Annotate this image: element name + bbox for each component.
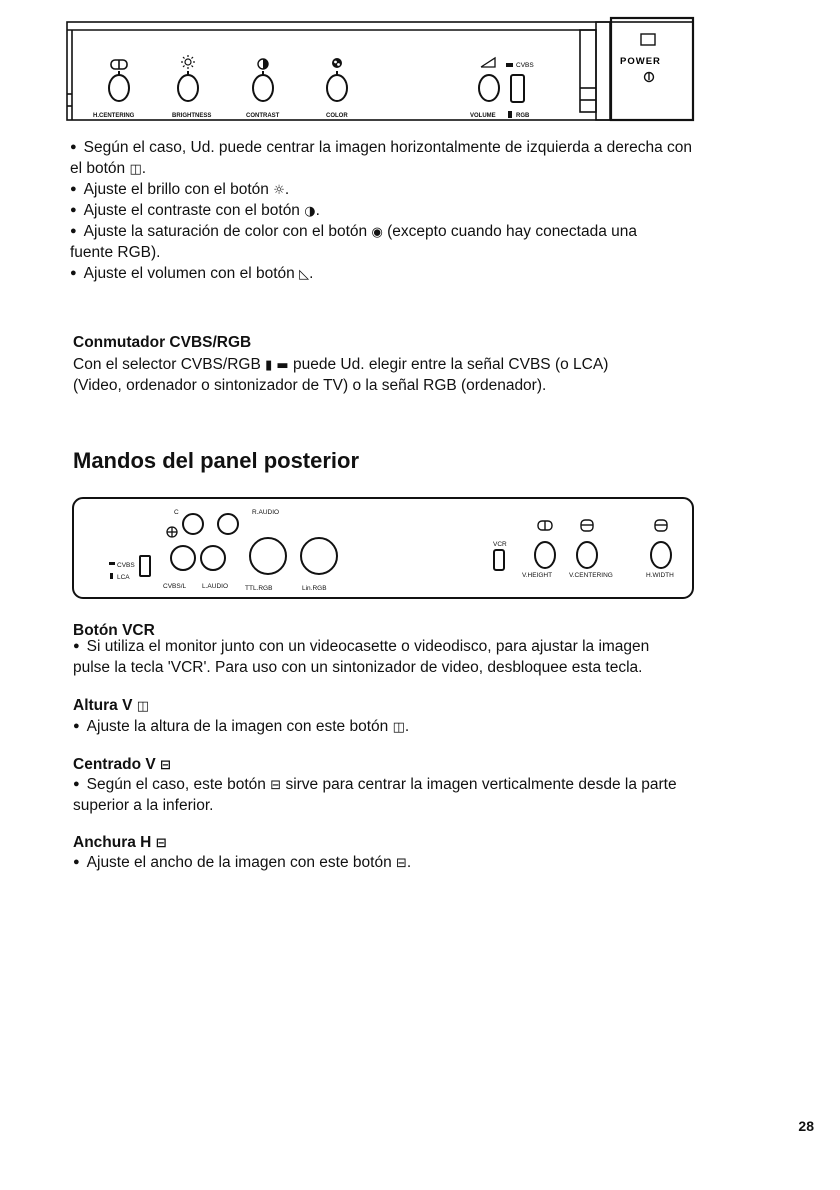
lin-rgb-label: Lin.RGB: [302, 585, 327, 592]
r-audio-label: R.AUDIO: [252, 509, 280, 516]
lin-rgb-connector[interactable]: [301, 538, 337, 574]
cvbs-rgb-line-2: (Video, ordenador o sintonizador de TV) o la señal RGB (ordenador).: [73, 377, 547, 394]
h-width-knob[interactable]: [651, 542, 671, 568]
front-line-4: ● Ajuste la saturación de color con el botón ◉ (excepto cuando hay conectada una: [70, 221, 815, 244]
power-indicator: [641, 34, 655, 45]
cvbs-switch-indicator: [506, 62, 534, 69]
color-label: COLOR: [326, 113, 348, 119]
h-width-icon: ⊟: [396, 856, 407, 871]
vcr-label: VCR: [493, 541, 507, 548]
front-line-4c: fuente RGB).: [70, 244, 161, 261]
switch-icon: ▮ ▬: [265, 358, 289, 373]
v-height-icon: ◫: [136, 699, 150, 714]
l-audio-connector[interactable]: [201, 546, 225, 570]
front-line-2: ● Ajuste el brillo con el botón ☼.: [70, 179, 815, 202]
cvbs-rgb-switch[interactable]: [511, 75, 524, 102]
vheight-heading: Altura V ◫: [73, 697, 150, 714]
brightness-icon: [181, 55, 195, 69]
r-audio-connector[interactable]: [218, 514, 238, 534]
v-centering-knob[interactable]: [577, 542, 597, 568]
vheight-line-1: ● Ajuste la altura de la imagen con este botón ◫.: [73, 716, 818, 739]
v-height-label: V.HEIGHT: [522, 572, 553, 579]
h-width-icon: [655, 520, 667, 531]
v-height-icon: ◫: [392, 720, 405, 735]
rear-panel-title: Mandos del panel posterior: [73, 448, 360, 473]
volume-icon: ◺: [299, 267, 310, 282]
page-number: 28: [798, 1118, 814, 1134]
v-centering-icon: [581, 520, 593, 531]
hwidth-heading: Anchura H ⊟: [73, 834, 167, 851]
v-centering-icon: ⊟: [160, 758, 171, 773]
svg-text:CVBS: CVBS: [516, 62, 534, 69]
v-centering-label: V.CENTERING: [569, 572, 613, 579]
contrast-label: CONTRAST: [246, 113, 280, 119]
hwidth-line-1: ● Ajuste el ancho de la imagen con este botón ⊟.: [73, 852, 818, 875]
power-label: POWER: [620, 56, 661, 67]
h-centering-knob[interactable]: [109, 75, 129, 101]
contrast-knob[interactable]: [253, 75, 273, 101]
vcr-line-2: pulse la tecla 'VCR'. Para uso con un sintonizador de video, desbloquee esta tecla.: [73, 659, 643, 676]
brightness-knob[interactable]: [178, 75, 198, 101]
h-width-label: H.WIDTH: [646, 572, 674, 579]
v-height-icon: [538, 521, 552, 530]
vcenter-line-2: superior a la inferior.: [73, 797, 214, 814]
lca-label: LCA: [117, 574, 130, 581]
h-centering-icon: ◫: [129, 162, 142, 177]
vcr-line-1: ● Si utiliza el monitor junto con un videocasette o videodisco, para ajustar la imagen: [73, 636, 818, 659]
volume-label: VOLUME: [470, 113, 496, 119]
h-centering-icon: [111, 60, 127, 69]
contrast-icon: [258, 59, 268, 69]
vcr-button[interactable]: [494, 550, 504, 570]
c-connector[interactable]: [183, 514, 203, 534]
brightness-icon: ☼: [273, 183, 285, 198]
front-line-3: ● Ajuste el contraste con el botón ◑.: [70, 200, 815, 223]
h-centering-label: H.CENTERING: [93, 113, 135, 119]
brightness-label: BRIGHTNESS: [172, 113, 212, 119]
v-centering-icon: ⊟: [270, 778, 282, 793]
front-line-5: ● Ajuste el volumen con el botón ◺.: [70, 263, 815, 286]
cvbs-rgb-heading: Conmutador CVBS/RGB: [73, 334, 252, 351]
cvbs-label: CVBS: [117, 562, 135, 569]
front-line-1b: el botón ◫.: [70, 160, 147, 177]
front-panel-diagram: [0, 0, 840, 130]
cvbs-l-label: CVBS/L: [163, 583, 187, 590]
vcr-heading: Botón VCR: [73, 622, 155, 639]
l-audio-label: L.AUDIO: [202, 583, 229, 590]
cvbs-l-connector[interactable]: [171, 546, 195, 570]
color-icon: ◉: [371, 225, 383, 240]
h-width-icon: ⊟: [155, 836, 167, 851]
c-label: C: [174, 509, 179, 516]
vcenter-line-1: ● Según el caso, este botón ⊟ sirve para centrar la imagen verticalmente desde la parte: [73, 774, 818, 797]
ttl-rgb-label: TTL.RGB: [245, 585, 273, 592]
rgb-label: RGB: [516, 113, 530, 119]
volume-knob[interactable]: [479, 75, 499, 101]
color-connector-icon: [167, 527, 177, 537]
color-knob[interactable]: [327, 75, 347, 101]
volume-icon: [481, 58, 495, 67]
cvbs-rgb-line-1: Con el selector CVBS/RGB ▮ ▬ puede Ud. elegir entre la señal CVBS (o LCA): [73, 356, 609, 373]
front-line-1: ● Según el caso, Ud. puede centrar la imagen horizontalmente de izquierda a derecha con: [70, 137, 815, 160]
power-icon[interactable]: [645, 73, 654, 82]
ttl-rgb-connector[interactable]: [250, 538, 286, 574]
color-icon: [332, 58, 342, 68]
cvbs-lca-switch[interactable]: [140, 556, 150, 576]
contrast-icon: ◑: [304, 204, 316, 219]
rear-panel-diagram: [0, 490, 840, 605]
v-height-knob[interactable]: [535, 542, 555, 568]
vcenter-heading: Centrado V ⊟: [73, 756, 171, 773]
